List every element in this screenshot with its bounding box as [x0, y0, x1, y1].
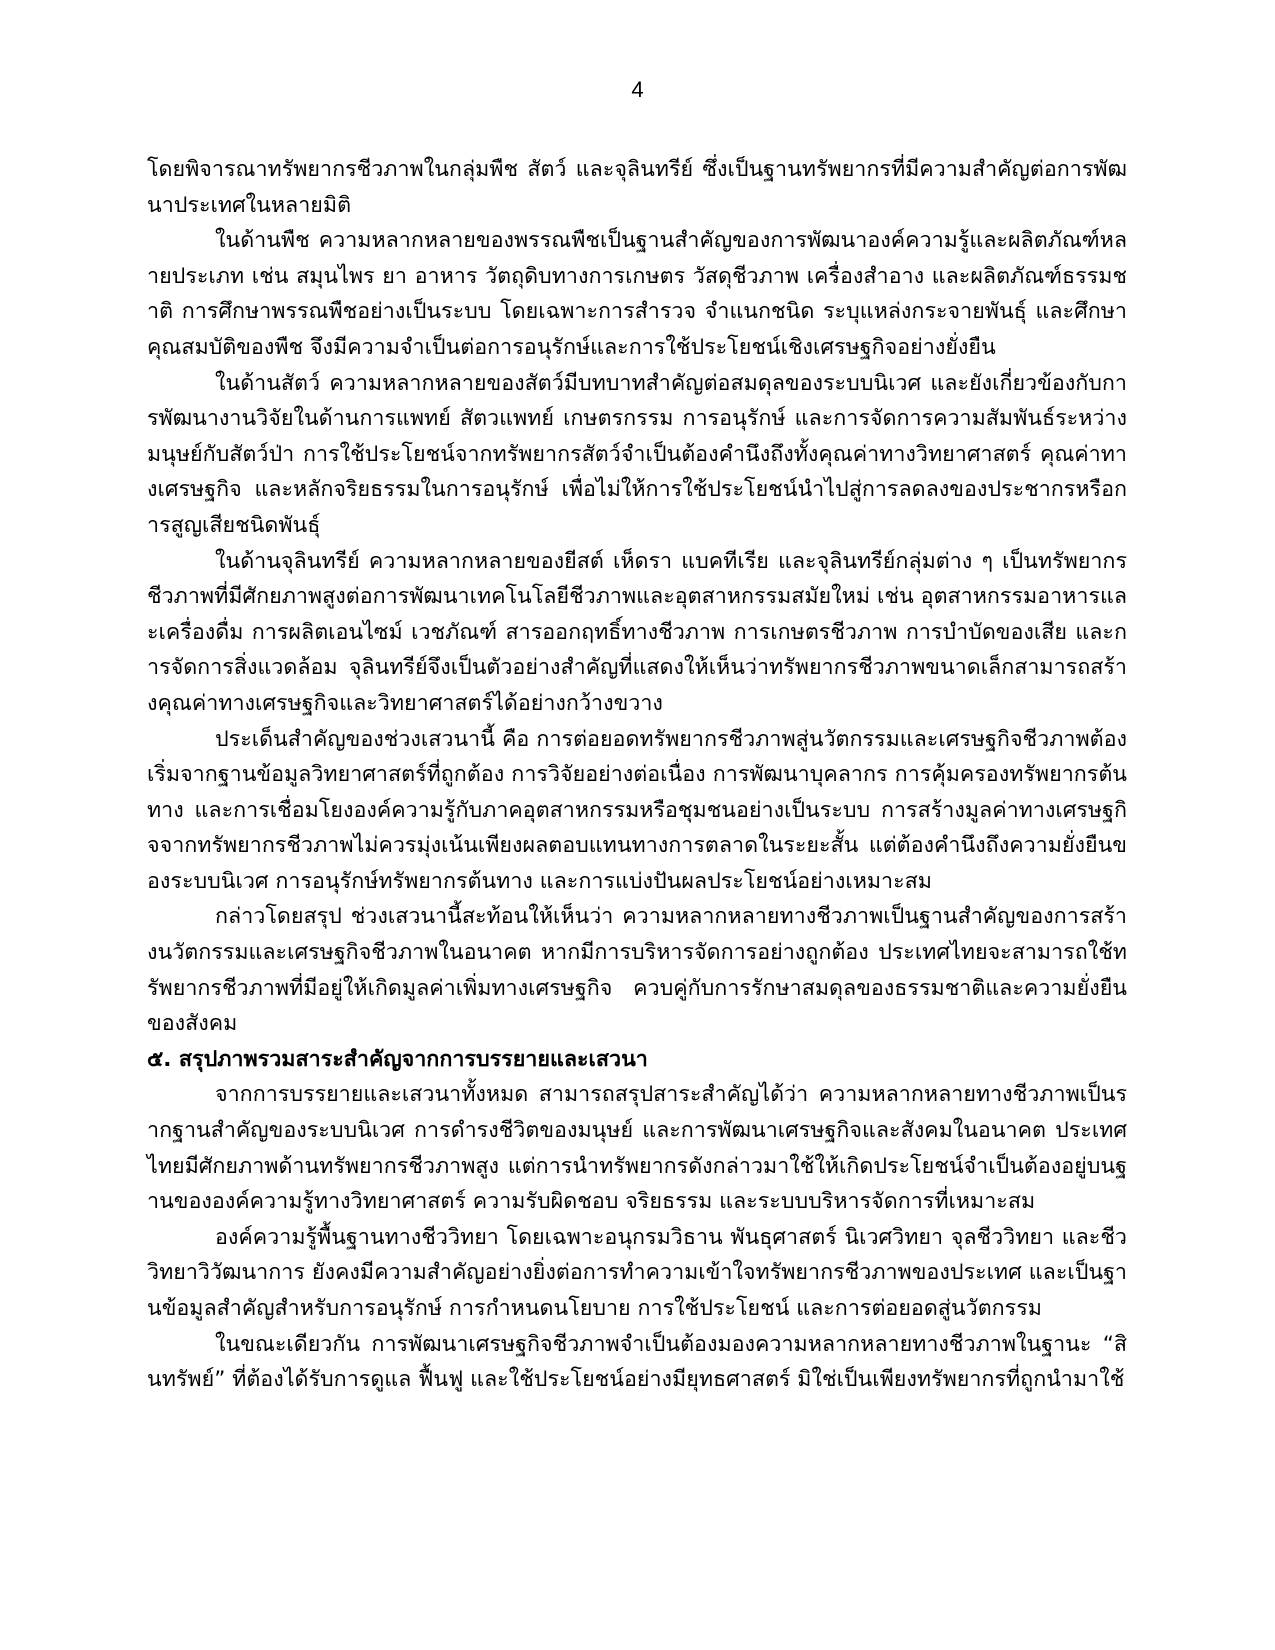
page-number: 4	[631, 77, 644, 102]
paragraph-continuation: โดยพิจารณาทรัพยากรชีวภาพในกลุ่มพืช สัตว์ และจุลินทรีย์ ซึ่งเป็นฐานทรัพยากรที่มีความสำคัญต่อการพัฒนาประเทศในหลายมิติ	[147, 157, 1127, 218]
section-5-paragraph-basic-knowledge: องค์ความรู้พื้นฐานทางชีววิทยา โดยเฉพาะอนุกรมวิธาน พันธุศาสตร์ นิเวศวิทยา จุลชีววิทยา และชีววิทยาวิวัฒนาการ ยังคงมีความสำคัญอย่างยิ่งต่อการทำความเข้าใจทรัพยากรชีวภาพของประเทศ และเป็นฐานข้อมูลสำคัญสำหรับการอนุรักษ์ การกำหนดนโยบาย การใช้ประโยชน์ และการต่อยอดสู่นวัตกรรม	[147, 1224, 1127, 1321]
section-5-paragraph-summary: จากการบรรยายและเสวนาทั้งหมด สามารถสรุปสาระสำคัญได้ว่า ความหลากหลายทางชีวภาพเป็นรากฐานสำคัญของระบบนิเวศ การดำรงชีวิตของมนุษย์ และการพัฒนาเศรษฐกิจและสังคมในอนาคต ประเทศไทยมีศักยภาพด้านทรัพยากรชีวภาพสูง แต่การนำทรัพยากรดังกล่าวมาใช้ให้เกิดประโยชน์จำเป็นต้องอยู่บนฐานขององค์ความรู้ทางวิทยาศาสตร์ ความรับผิดชอบ จริยธรรม และระบบบริหารจัดการที่เหมาะสม	[147, 1082, 1127, 1215]
paragraph-animals: ในด้านสัตว์ ความหลากหลายของสัตว์มีบทบาทสำคัญต่อสมดุลของระบบนิเวศ และยังเกี่ยวข้องกับการพัฒนางานวิจัยในด้านการแพทย์ สัตวแพทย์ เกษตรกรรม การอนุรักษ์ และการจัดการความสัมพันธ์ระหว่างมนุษย์กับสัตว์ป่า การใช้ประโยชน์จากทรัพยากรสัตว์จำเป็นต้องคำนึงถึงทั้งคุณค่าทางวิทยาศาสตร์ คุณค่าทางเศรษฐกิจ และหลักจริยธรรมในการอนุรักษ์ เพื่อไม่ให้การใช้ประโยชน์นำไปสู่การลดลงของประชากรหรือการสูญเสียชนิดพันธุ์	[147, 370, 1127, 538]
paragraph-microorganisms: ในด้านจุลินทรีย์ ความหลากหลายของยีสต์ เห็ดรา แบคทีเรีย และจุลินทรีย์กลุ่มต่าง ๆ เป็นทรัพยากรชีวภาพที่มีศักยภาพสูงต่อการพัฒนาเทคโนโลยีชีวภาพและอุตสาหกรรมสมัยใหม่ เช่น อุตสาหกรรมอาหารและเครื่องดื่ม การผลิตเอนไซม์ เวชภัณฑ์ สารออกฤทธิ์ทางชีวภาพ การเกษตรชีวภาพ การบำบัดของเสีย และการจัดการสิ่งแวดล้อม จุลินทรีย์จึงเป็นตัวอย่างสำคัญที่แสดงให้เห็นว่าทรัพยากรชีวภาพขนาดเล็กสามารถสร้างคุณค่าทางเศรษฐกิจและวิทยาศาสตร์ได้อย่างกว้างขวาง	[147, 548, 1127, 716]
paragraph-conclusion: กล่าวโดยสรุป ช่วงเสวนานี้สะท้อนให้เห็นว่า ความหลากหลายทางชีวภาพเป็นฐานสำคัญของการสร้างนวัตกรรมและเศรษฐกิจชีวภาพในอนาคต หากมีการบริหารจัดการอย่างถูกต้อง ประเทศไทยจะสามารถใช้ทรัพยากรชีวภาพที่มีอยู่ให้เกิดมูลค่าเพิ่มทางเศรษฐกิจ ควบคู่กับการรักษาสมดุลของธรรมชาติและความยั่งยืนของสังคม	[147, 904, 1127, 1037]
paragraph-key-issue: ประเด็นสำคัญของช่วงเสวนานี้ คือ การต่อยอดทรัพยากรชีวภาพสู่นวัตกรรมและเศรษฐกิจชีวภาพต้องเริ่มจากฐานข้อมูลวิทยาศาสตร์ที่ถูกต้อง การวิจัยอย่างต่อเนื่อง การพัฒนาบุคลากร การคุ้มครองทรัพยากรต้นทาง และการเชื่อมโยงองค์ความรู้กับภาคอุตสาหกรรมหรือชุมชนอย่างเป็นระบบ การสร้างมูลค่าทางเศรษฐกิจจากทรัพยากรชีวภาพไม่ควรมุ่งเน้นเพียงผลตอบแทนทางการตลาดในระยะสั้น แต่ต้องคำนึงถึงความยั่งยืนของระบบนิเวศ การอนุรักษ์ทรัพยากรต้นทาง และการแบ่งปันผลประโยชน์อย่างเหมาะสม	[147, 726, 1127, 894]
page-body	[147, 152, 1127, 1398]
section-5-paragraph-bioeconomy: ในขณะเดียวกัน การพัฒนาเศรษฐกิจชีวภาพจำเป็นต้องมองความหลากหลายทางชีวภาพในฐานะ “สินทรัพย์” ที่ต้องได้รับการดูแล ฟื้นฟู และใช้ประโยชน์อย่างมียุทธศาสตร์ มิใช่เป็นเพียงทรัพยากรที่ถูกนำมาใช้	[147, 1331, 1127, 1393]
paragraph-plants: ในด้านพืช ความหลากหลายของพรรณพืชเป็นฐานสำคัญของการพัฒนาองค์ความรู้และผลิตภัณฑ์หลายประเภท เช่น สมุนไพร ยา อาหาร วัตถุดิบทางการเกษตร วัสดุชีวภาพ เครื่องสำอาง และผลิตภัณฑ์ธรรมชาติ การศึกษาพรรณพืชอย่างเป็นระบบ โดยเฉพาะการสำรวจ จำแนกชนิด ระบุแหล่งกระจายพันธุ์ และศึกษาคุณสมบัติของพืช จึงมีความจำเป็นต่อการอนุรักษ์และการใช้ประโยชน์เชิงเศรษฐกิจอย่างยั่งยืน	[147, 228, 1127, 360]
section-5-heading: ๕. สรุปภาพรวมสาระสำคัญจากการบรรยายและเสวนา	[147, 1046, 648, 1072]
